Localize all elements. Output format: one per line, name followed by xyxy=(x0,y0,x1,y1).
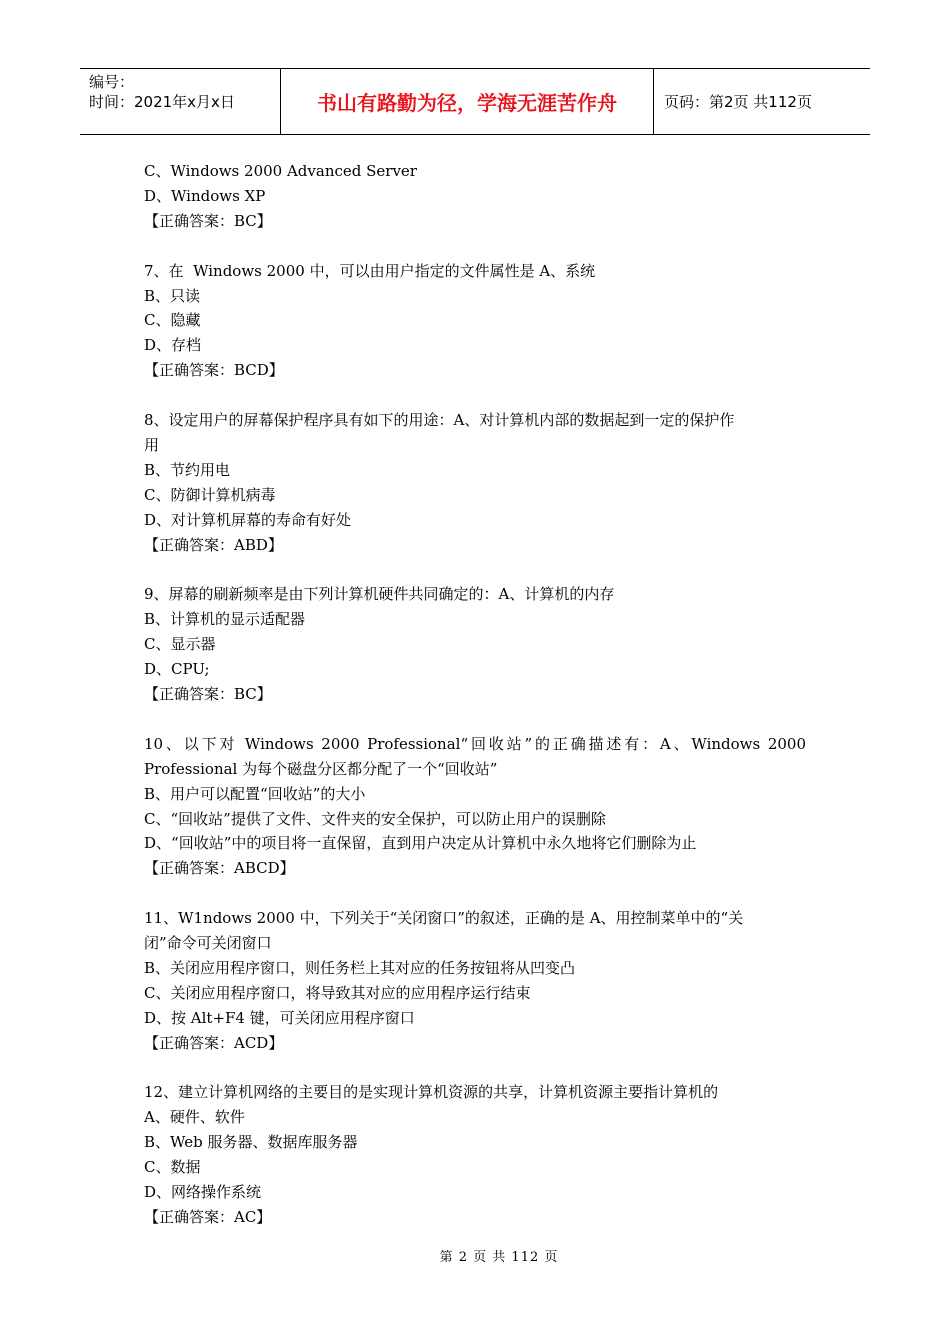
option-c: C、数据 xyxy=(144,1158,201,1177)
answer: 【正确答案：ACD】 xyxy=(144,1033,284,1052)
option-b: B、Web 服务器、数据库服务器 xyxy=(144,1133,358,1152)
option-d: D、存档 xyxy=(144,336,202,355)
option-b: B、节约用电 xyxy=(144,460,231,479)
question-8 xyxy=(144,408,806,557)
question-text: 7、在 Windows 2000 中，可以由用户指定的文件属性是 A、系统 xyxy=(144,261,596,280)
question-9 xyxy=(144,582,806,707)
time-label: 时间：2021年x月x日 xyxy=(89,93,235,111)
option-d: D、“回收站”中的项目将一直保留，直到用户决定从计算机中永久地将它们删除为止 xyxy=(144,834,697,853)
question-text-line-1: 8、设定用户的屏幕保护程序具有如下的用途：A、对计算机内部的数据起到一定的保护作 xyxy=(144,411,735,430)
question-text-line-1: 11、W1ndows 2000 中，下列关于“关闭窗口”的叙述，正确的是 A、用控制菜单中的“关 xyxy=(144,909,744,928)
question-text: 9、屏幕的刷新频率是由下列计算机硬件共同确定的：A、计算机的内存 xyxy=(144,585,615,604)
question-text-line-1: 10、以下对 Windows 2000 Professional“回收站”的正确描述有：A、Windows 2000 xyxy=(144,734,806,753)
question-11 xyxy=(144,906,806,1055)
question-6-tail xyxy=(144,159,806,234)
answer: 【正确答案：ABCD】 xyxy=(144,859,295,878)
question-12 xyxy=(144,1080,806,1229)
option-c: C、Windows 2000 Advanced Server xyxy=(144,162,417,180)
page-header xyxy=(80,68,870,135)
option-b: B、用户可以配置“回收站”的大小 xyxy=(144,784,366,803)
header-page-info: 页码：第2页 共112页 xyxy=(664,93,812,111)
option-b: B、计算机的显示适配器 xyxy=(144,610,306,629)
question-text-line-2: 闭”命令可关闭窗口 xyxy=(144,934,272,953)
answer: 【正确答案：AC】 xyxy=(144,1207,272,1226)
option-d: D、对计算机屏幕的寿命有好处 xyxy=(144,510,352,529)
document-body xyxy=(144,159,806,1255)
option-d: D、Windows XP xyxy=(144,186,266,205)
option-c: C、“回收站”提供了文件、文件夹的安全保护，可以防止用户的误删除 xyxy=(144,809,606,828)
number-label: 编号： xyxy=(89,73,135,91)
answer: 【正确答案：BC】 xyxy=(144,684,272,703)
page-footer: 第 2 页 共 112 页 xyxy=(439,1250,559,1265)
answer: 【正确答案：ABD】 xyxy=(144,535,283,554)
header-motto: 书山有路勤为径，学海无涯苦作舟 xyxy=(281,69,654,134)
question-7 xyxy=(144,259,806,384)
option-c: C、关闭应用程序窗口，将导致其对应的应用程序运行结束 xyxy=(144,983,531,1002)
option-c: C、防御计算机病毒 xyxy=(144,485,276,504)
option-b: B、关闭应用程序窗口，则任务栏上其对应的任务按钮将从凹变凸 xyxy=(144,958,576,977)
question-text-line-2: 用 xyxy=(144,435,160,454)
answer: 【正确答案：BCD】 xyxy=(144,361,284,380)
option-a: A、硬件、软件 xyxy=(144,1108,245,1127)
option-b: B、只读 xyxy=(144,286,201,305)
option-d: D、网络操作系统 xyxy=(144,1183,262,1202)
answer: 【正确答案：BC】 xyxy=(144,211,272,230)
option-c: C、隐藏 xyxy=(144,311,201,330)
header-meta xyxy=(80,69,281,134)
question-text-line-2: Professional 为每个磁盘分区都分配了一个“回收站” xyxy=(144,759,498,778)
option-c: C、显示器 xyxy=(144,635,216,654)
option-d: D、CPU; xyxy=(144,660,210,679)
question-10 xyxy=(144,732,806,881)
option-d: D、按 Alt+F4 键，可关闭应用程序窗口 xyxy=(144,1008,415,1027)
question-text: 12、建立计算机网络的主要目的是实现计算机资源的共享，计算机资源主要指计算机的 xyxy=(144,1083,719,1102)
